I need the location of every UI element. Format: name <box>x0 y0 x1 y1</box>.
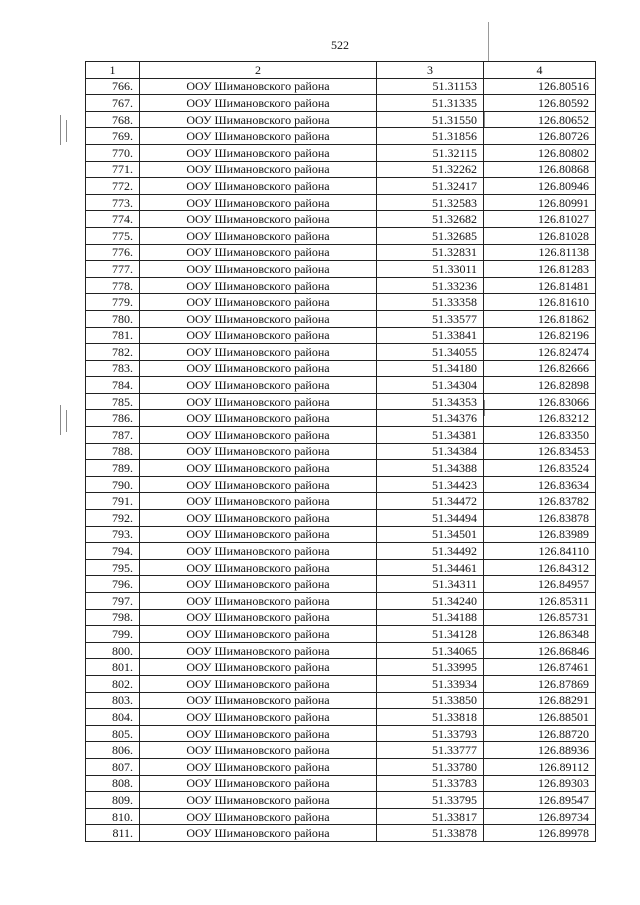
table-row <box>86 709 596 726</box>
row-organization: ООУ Шимановского района <box>140 709 377 726</box>
row-number: 799. <box>86 626 140 643</box>
row-latitude: 51.33780 <box>377 758 484 775</box>
row-latitude: 51.33850 <box>377 692 484 709</box>
table-row <box>86 476 596 493</box>
row-latitude: 51.34180 <box>377 360 484 377</box>
row-longitude: 126.89303 <box>484 775 596 792</box>
row-number: 807. <box>86 758 140 775</box>
row-organization: ООУ Шимановского района <box>140 792 377 809</box>
row-number: 768. <box>86 111 140 128</box>
row-organization: ООУ Шимановского района <box>140 344 377 361</box>
row-longitude: 126.88720 <box>484 725 596 742</box>
row-latitude: 51.34376 <box>377 410 484 427</box>
row-number: 791. <box>86 493 140 510</box>
row-organization: ООУ Шимановского района <box>140 659 377 676</box>
row-longitude: 126.89978 <box>484 825 596 842</box>
row-latitude: 51.32417 <box>377 178 484 195</box>
row-longitude: 126.89734 <box>484 808 596 825</box>
scan-artifact <box>60 405 61 435</box>
table-row <box>86 526 596 543</box>
row-latitude: 51.34188 <box>377 609 484 626</box>
table-row <box>86 244 596 261</box>
row-number: 782. <box>86 344 140 361</box>
row-number: 789. <box>86 460 140 477</box>
row-organization: ООУ Шимановского района <box>140 476 377 493</box>
row-longitude: 126.81610 <box>484 294 596 311</box>
row-organization: ООУ Шимановского района <box>140 327 377 344</box>
row-number: 785. <box>86 393 140 410</box>
row-organization: ООУ Шимановского района <box>140 78 377 95</box>
row-longitude: 126.80868 <box>484 161 596 178</box>
row-number: 783. <box>86 360 140 377</box>
table-row <box>86 792 596 809</box>
row-number: 809. <box>86 792 140 809</box>
row-number: 797. <box>86 593 140 610</box>
row-longitude: 126.85731 <box>484 609 596 626</box>
row-latitude: 51.34055 <box>377 344 484 361</box>
row-longitude: 126.83453 <box>484 443 596 460</box>
row-latitude: 51.33011 <box>377 261 484 278</box>
row-organization: ООУ Шимановского района <box>140 626 377 643</box>
row-latitude: 51.32115 <box>377 144 484 161</box>
row-number: 787. <box>86 427 140 444</box>
row-latitude: 51.31335 <box>377 95 484 112</box>
row-organization: ООУ Шимановского района <box>140 460 377 477</box>
row-longitude: 126.80652 <box>484 111 596 128</box>
row-organization: ООУ Шимановского района <box>140 642 377 659</box>
row-longitude: 126.80802 <box>484 144 596 161</box>
table-row <box>86 775 596 792</box>
table-row <box>86 510 596 527</box>
row-latitude: 51.32685 <box>377 227 484 244</box>
row-organization: ООУ Шимановского района <box>140 360 377 377</box>
row-number: 790. <box>86 476 140 493</box>
row-organization: ООУ Шимановского района <box>140 178 377 195</box>
row-longitude: 126.88291 <box>484 692 596 709</box>
row-longitude: 126.80516 <box>484 78 596 95</box>
table-row <box>86 659 596 676</box>
row-organization: ООУ Шимановского района <box>140 261 377 278</box>
row-latitude: 51.32831 <box>377 244 484 261</box>
row-organization: ООУ Шимановского района <box>140 758 377 775</box>
row-number: 776. <box>86 244 140 261</box>
row-latitude: 51.34311 <box>377 576 484 593</box>
row-latitude: 51.33934 <box>377 675 484 692</box>
column-header-number: 1 <box>86 62 140 79</box>
row-longitude: 126.83634 <box>484 476 596 493</box>
table-row <box>86 460 596 477</box>
row-number: 792. <box>86 510 140 527</box>
column-header-name: 2 <box>140 62 377 79</box>
row-number: 766. <box>86 78 140 95</box>
row-longitude: 126.84312 <box>484 559 596 576</box>
row-latitude: 51.34353 <box>377 393 484 410</box>
table-row <box>86 344 596 361</box>
table-row <box>86 593 596 610</box>
row-latitude: 51.33817 <box>377 808 484 825</box>
row-number: 803. <box>86 692 140 709</box>
scan-artifact <box>66 120 67 142</box>
row-organization: ООУ Шимановского района <box>140 609 377 626</box>
row-longitude: 126.80946 <box>484 178 596 195</box>
row-latitude: 51.32583 <box>377 194 484 211</box>
row-longitude: 126.81138 <box>484 244 596 261</box>
row-number: 810. <box>86 808 140 825</box>
row-organization: ООУ Шимановского района <box>140 808 377 825</box>
row-latitude: 51.34492 <box>377 543 484 560</box>
column-header-longitude: 4 <box>484 62 596 79</box>
row-organization: ООУ Шимановского района <box>140 825 377 842</box>
row-longitude: 126.80592 <box>484 95 596 112</box>
row-latitude: 51.34381 <box>377 427 484 444</box>
row-number: 801. <box>86 659 140 676</box>
table-row <box>86 178 596 195</box>
row-number: 806. <box>86 742 140 759</box>
row-organization: ООУ Шимановского района <box>140 393 377 410</box>
row-latitude: 51.33358 <box>377 294 484 311</box>
row-longitude: 126.83212 <box>484 410 596 427</box>
table-row <box>86 725 596 742</box>
row-organization: ООУ Шимановского района <box>140 161 377 178</box>
row-organization: ООУ Шимановского района <box>140 510 377 527</box>
row-number: 805. <box>86 725 140 742</box>
row-organization: ООУ Шимановского района <box>140 377 377 394</box>
row-longitude: 126.86348 <box>484 626 596 643</box>
row-latitude: 51.31153 <box>377 78 484 95</box>
row-latitude: 51.34388 <box>377 460 484 477</box>
row-number: 796. <box>86 576 140 593</box>
row-number: 772. <box>86 178 140 195</box>
row-longitude: 126.88501 <box>484 709 596 726</box>
row-latitude: 51.33995 <box>377 659 484 676</box>
row-longitude: 126.81283 <box>484 261 596 278</box>
row-number: 794. <box>86 543 140 560</box>
table-row <box>86 675 596 692</box>
table-row <box>86 692 596 709</box>
row-longitude: 126.83066 <box>484 393 596 410</box>
table-row <box>86 377 596 394</box>
row-longitude: 126.82898 <box>484 377 596 394</box>
row-longitude: 126.87869 <box>484 675 596 692</box>
table-row <box>86 211 596 228</box>
row-latitude: 51.33818 <box>377 709 484 726</box>
table-row <box>86 393 596 410</box>
table-row <box>86 144 596 161</box>
table-row <box>86 111 596 128</box>
row-number: 808. <box>86 775 140 792</box>
row-organization: ООУ Шимановского района <box>140 493 377 510</box>
row-latitude: 51.34065 <box>377 642 484 659</box>
row-organization: ООУ Шимановского района <box>140 559 377 576</box>
table-row <box>86 758 596 775</box>
row-latitude: 51.34423 <box>377 476 484 493</box>
row-longitude: 126.84957 <box>484 576 596 593</box>
row-longitude: 126.88936 <box>484 742 596 759</box>
row-number: 795. <box>86 559 140 576</box>
row-latitude: 51.32262 <box>377 161 484 178</box>
row-latitude: 51.33793 <box>377 725 484 742</box>
row-latitude: 51.34128 <box>377 626 484 643</box>
row-organization: ООУ Шимановского района <box>140 725 377 742</box>
row-organization: ООУ Шимановского района <box>140 543 377 560</box>
row-latitude: 51.34240 <box>377 593 484 610</box>
row-longitude: 126.81027 <box>484 211 596 228</box>
row-number: 786. <box>86 410 140 427</box>
table-row <box>86 443 596 460</box>
row-longitude: 126.89112 <box>484 758 596 775</box>
table-row <box>86 294 596 311</box>
row-number: 798. <box>86 609 140 626</box>
row-organization: ООУ Шимановского района <box>140 427 377 444</box>
row-longitude: 126.81481 <box>484 277 596 294</box>
row-number: 793. <box>86 526 140 543</box>
row-latitude: 51.33795 <box>377 792 484 809</box>
row-latitude: 51.34461 <box>377 559 484 576</box>
table-row <box>86 493 596 510</box>
row-longitude: 126.84110 <box>484 543 596 560</box>
row-longitude: 126.83524 <box>484 460 596 477</box>
table-row <box>86 128 596 145</box>
row-longitude: 126.82474 <box>484 344 596 361</box>
row-number: 775. <box>86 227 140 244</box>
row-organization: ООУ Шимановского района <box>140 128 377 145</box>
row-organization: ООУ Шимановского района <box>140 675 377 692</box>
table-row <box>86 742 596 759</box>
table-row <box>86 194 596 211</box>
row-number: 773. <box>86 194 140 211</box>
row-latitude: 51.34384 <box>377 443 484 460</box>
row-organization: ООУ Шимановского района <box>140 211 377 228</box>
row-longitude: 126.89547 <box>484 792 596 809</box>
table-row <box>86 327 596 344</box>
row-number: 802. <box>86 675 140 692</box>
row-number: 780. <box>86 310 140 327</box>
row-longitude: 126.82666 <box>484 360 596 377</box>
row-organization: ООУ Шимановского района <box>140 294 377 311</box>
row-latitude: 51.34304 <box>377 377 484 394</box>
row-latitude: 51.33777 <box>377 742 484 759</box>
table-row <box>86 277 596 294</box>
table-row <box>86 609 596 626</box>
row-longitude: 126.83878 <box>484 510 596 527</box>
row-organization: ООУ Шимановского района <box>140 111 377 128</box>
table-header-row <box>86 62 596 79</box>
row-organization: ООУ Шимановского района <box>140 742 377 759</box>
table-row <box>86 427 596 444</box>
table-row <box>86 95 596 112</box>
row-number: 778. <box>86 277 140 294</box>
row-organization: ООУ Шимановского района <box>140 244 377 261</box>
table-row <box>86 559 596 576</box>
row-number: 784. <box>86 377 140 394</box>
row-latitude: 51.31550 <box>377 111 484 128</box>
row-number: 788. <box>86 443 140 460</box>
row-organization: ООУ Шимановского района <box>140 692 377 709</box>
row-number: 770. <box>86 144 140 161</box>
row-latitude: 51.33577 <box>377 310 484 327</box>
row-organization: ООУ Шимановского района <box>140 95 377 112</box>
row-number: 811. <box>86 825 140 842</box>
row-longitude: 126.81862 <box>484 310 596 327</box>
row-longitude: 126.87461 <box>484 659 596 676</box>
coordinates-table <box>85 61 596 842</box>
table-row <box>86 78 596 95</box>
row-organization: ООУ Шимановского района <box>140 310 377 327</box>
row-organization: ООУ Шимановского района <box>140 194 377 211</box>
row-latitude: 51.33841 <box>377 327 484 344</box>
row-organization: ООУ Шимановского района <box>140 227 377 244</box>
row-longitude: 126.80726 <box>484 128 596 145</box>
table-row <box>86 161 596 178</box>
table-row <box>86 825 596 842</box>
row-latitude: 51.33783 <box>377 775 484 792</box>
row-latitude: 51.34501 <box>377 526 484 543</box>
row-number: 800. <box>86 642 140 659</box>
page-number: 522 <box>331 38 349 52</box>
table-row <box>86 310 596 327</box>
table-row <box>86 410 596 427</box>
table-row <box>86 642 596 659</box>
row-latitude: 51.34494 <box>377 510 484 527</box>
row-latitude: 51.32682 <box>377 211 484 228</box>
table-row <box>86 227 596 244</box>
table-row <box>86 543 596 560</box>
row-longitude: 126.83350 <box>484 427 596 444</box>
table-row <box>86 626 596 643</box>
row-organization: ООУ Шимановского района <box>140 576 377 593</box>
scan-artifact <box>60 115 61 145</box>
row-organization: ООУ Шимановского района <box>140 277 377 294</box>
table-row <box>86 808 596 825</box>
row-number: 771. <box>86 161 140 178</box>
row-number: 779. <box>86 294 140 311</box>
row-longitude: 126.83782 <box>484 493 596 510</box>
row-organization: ООУ Шимановского района <box>140 593 377 610</box>
scan-margin-line <box>488 22 489 62</box>
row-latitude: 51.34472 <box>377 493 484 510</box>
row-organization: ООУ Шимановского района <box>140 144 377 161</box>
table-row <box>86 360 596 377</box>
row-organization: ООУ Шимановского района <box>140 775 377 792</box>
row-organization: ООУ Шимановского района <box>140 443 377 460</box>
row-longitude: 126.83989 <box>484 526 596 543</box>
row-number: 804. <box>86 709 140 726</box>
row-organization: ООУ Шимановского района <box>140 410 377 427</box>
row-longitude: 126.86846 <box>484 642 596 659</box>
row-latitude: 51.33878 <box>377 825 484 842</box>
scan-artifact <box>66 410 67 432</box>
row-number: 767. <box>86 95 140 112</box>
row-latitude: 51.31856 <box>377 128 484 145</box>
row-organization: ООУ Шимановского района <box>140 526 377 543</box>
row-number: 769. <box>86 128 140 145</box>
row-number: 774. <box>86 211 140 228</box>
row-number: 777. <box>86 261 140 278</box>
row-longitude: 126.81028 <box>484 227 596 244</box>
row-longitude: 126.82196 <box>484 327 596 344</box>
row-number: 781. <box>86 327 140 344</box>
row-latitude: 51.33236 <box>377 277 484 294</box>
table-row <box>86 576 596 593</box>
row-longitude: 126.80991 <box>484 194 596 211</box>
table-row <box>86 261 596 278</box>
row-longitude: 126.85311 <box>484 593 596 610</box>
column-header-latitude: 3 <box>377 62 484 79</box>
